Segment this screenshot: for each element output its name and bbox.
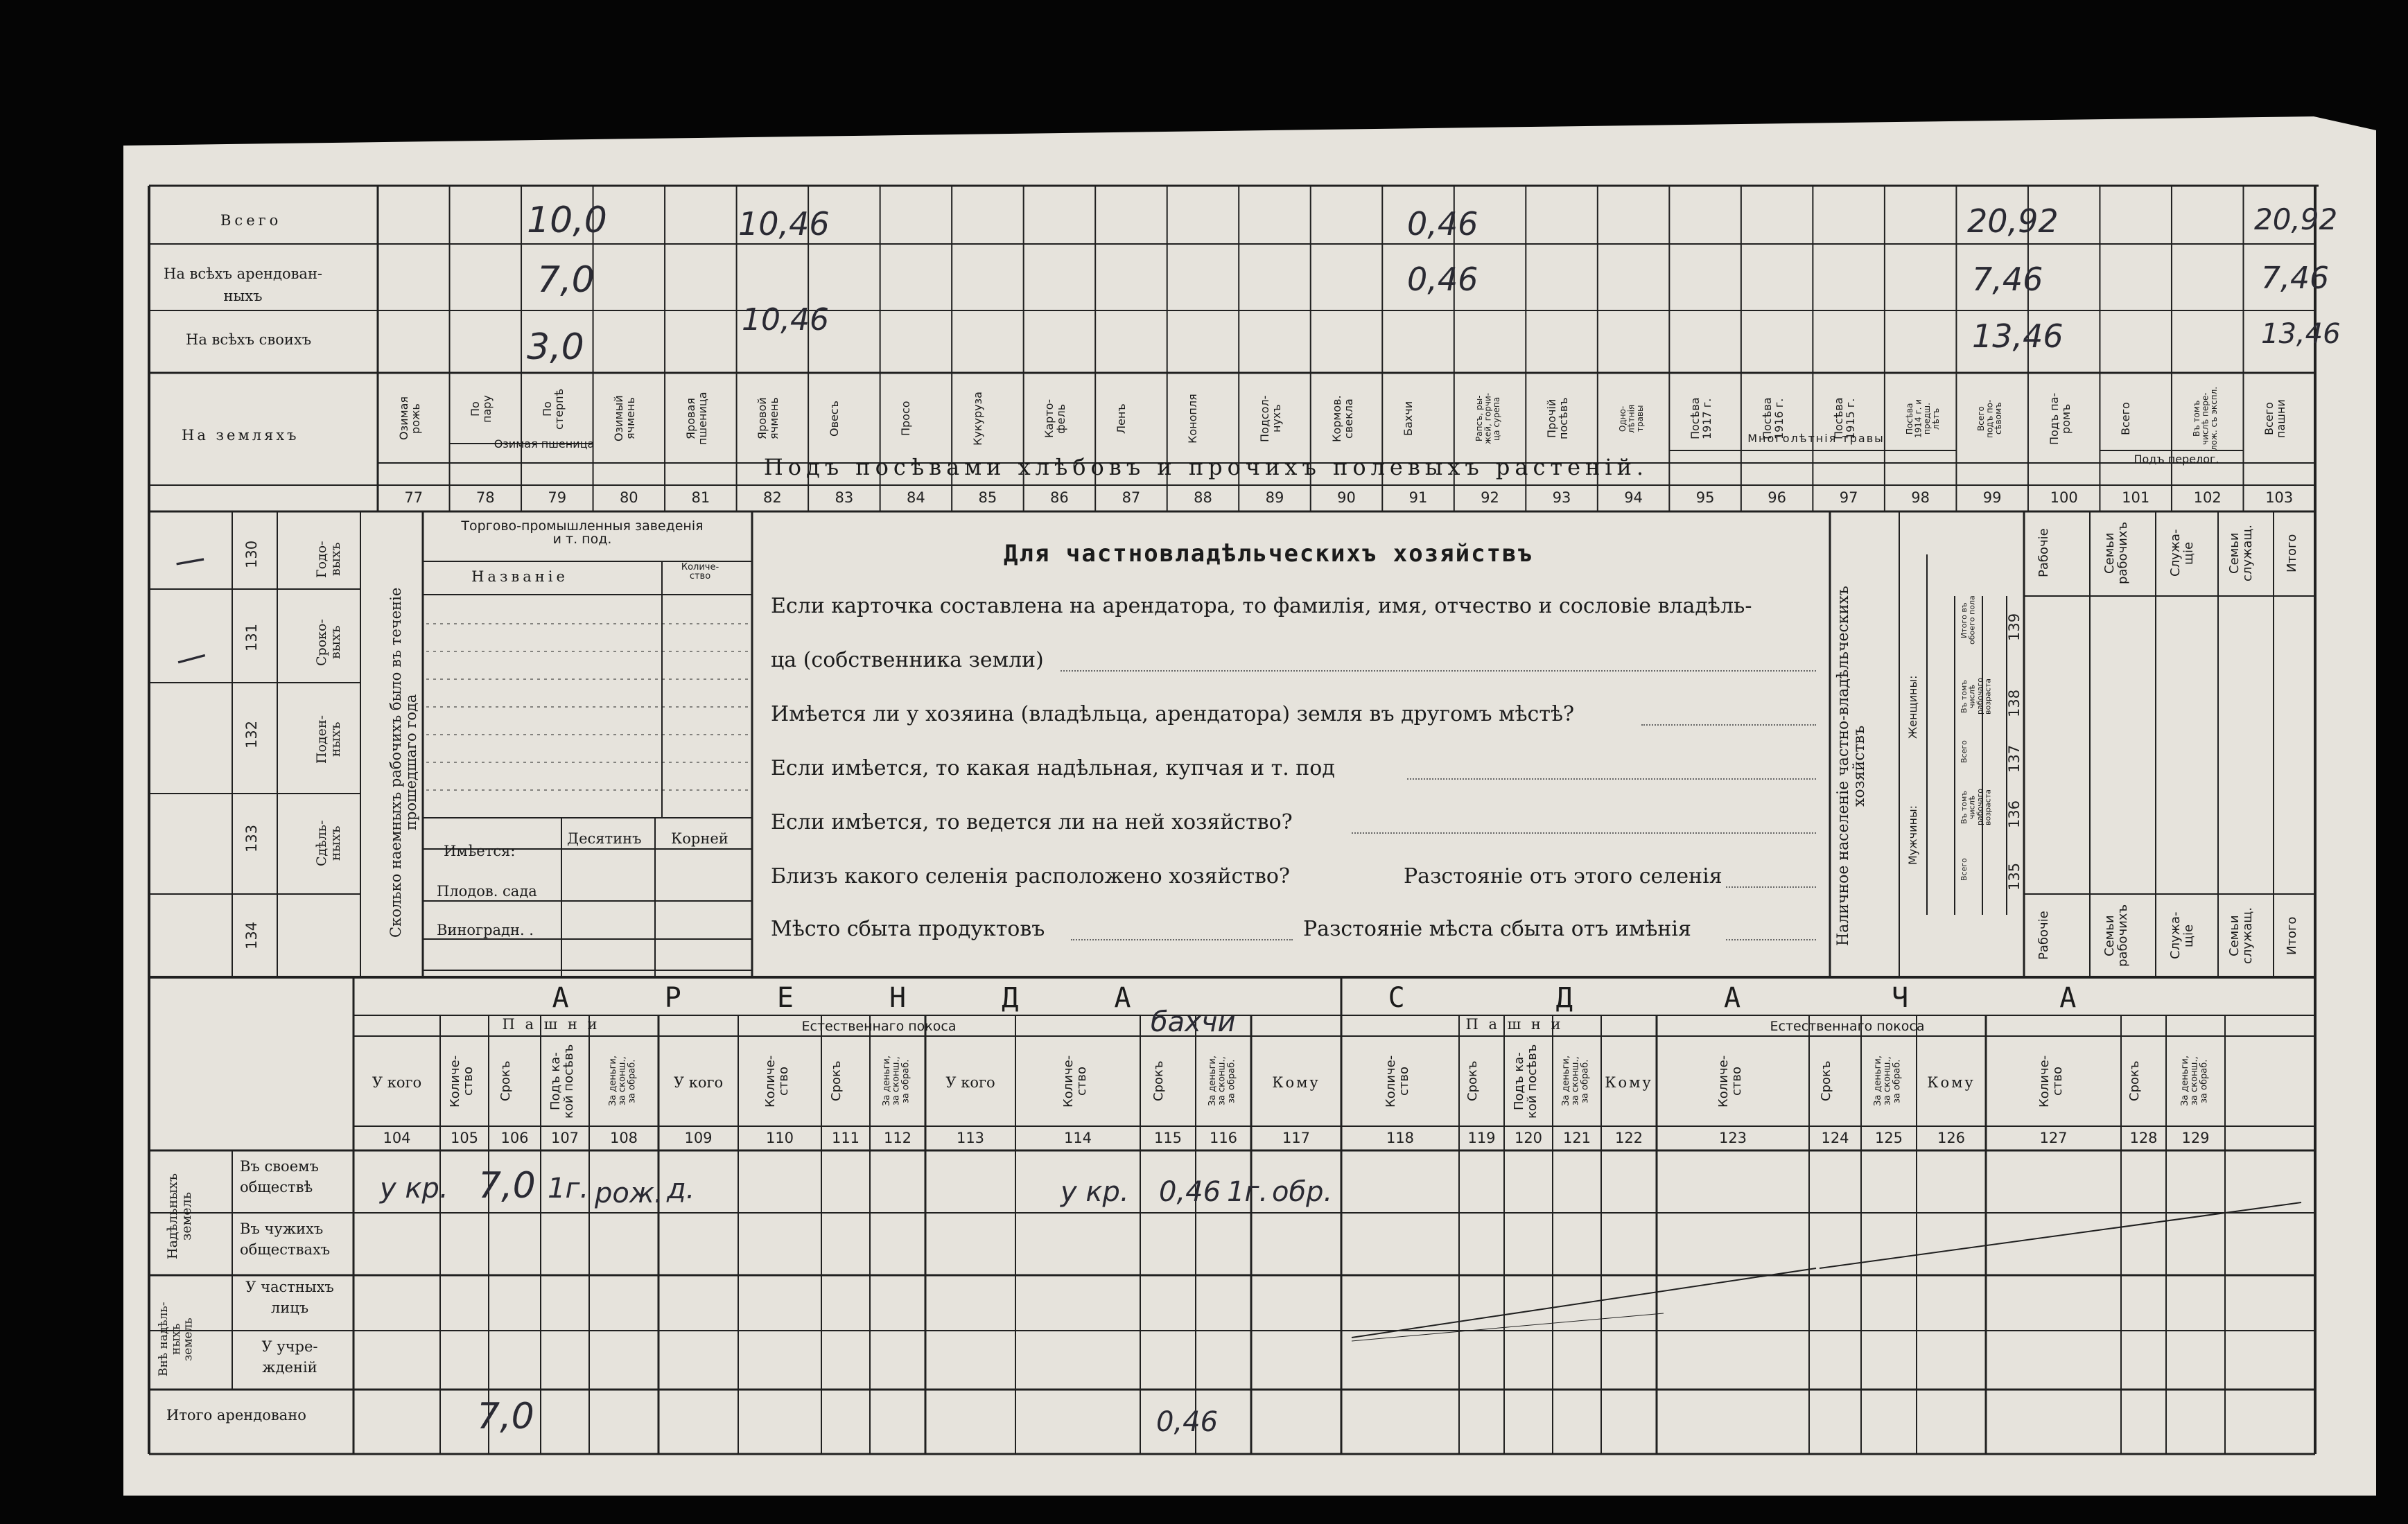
arenda-title: А Р Е Н Д А bbox=[552, 982, 1133, 1014]
sad-desyatin: Десятинъ bbox=[567, 830, 642, 847]
top-col-header-101: Всего bbox=[2119, 402, 2133, 435]
hw-kol-114: 0,46 bbox=[1159, 1176, 1221, 1208]
top-col-number-97: 97 bbox=[1839, 489, 1858, 506]
bot-col-number-106: 106 bbox=[500, 1130, 529, 1146]
top-col-number-103: 103 bbox=[2265, 489, 2294, 506]
hw-mark-1: | bbox=[175, 554, 209, 569]
bot-col-header-127: Количе- ство bbox=[2036, 1055, 2065, 1107]
top-col-header-95: Посѣва 1917 г. bbox=[1689, 397, 1713, 440]
nal-col-number-136: 136 bbox=[2006, 800, 2023, 829]
bot-col-header-126: Кому bbox=[1927, 1074, 1975, 1091]
bot-col-header-120: Подъ ка- кой посѣвъ bbox=[1512, 1044, 1539, 1119]
bot-col-number-109: 109 bbox=[684, 1130, 713, 1146]
muzhchiny-label: Мужчины: bbox=[1906, 805, 1919, 866]
top-col-header-96: Посѣва 1916 г. bbox=[1760, 397, 1786, 440]
pod-posevami-caption: Подъ посѣвами хлѣбовъ и прочихъ полевыхъ растенiй. bbox=[763, 454, 1649, 480]
right-col-top-0: Рабочiе bbox=[2036, 528, 2051, 578]
hw-arend-99: 7,46 bbox=[1972, 261, 2043, 298]
fill-line-other-land[interactable] bbox=[1641, 709, 1816, 726]
sdacha-est-pokosa: Естественнаго покоса bbox=[1770, 1019, 1925, 1034]
top-col-number-90: 90 bbox=[1337, 489, 1356, 506]
bot-col-number-125: 125 bbox=[1874, 1130, 1903, 1146]
hw-ukogo-113: у кр. bbox=[1061, 1176, 1129, 1208]
top-col-header-88: Конопля bbox=[1186, 394, 1200, 444]
chuzhih-label: Въ чужихъ обществахъ bbox=[240, 1220, 331, 1259]
top-col-number-92: 92 bbox=[1481, 489, 1499, 506]
top-col-number-81: 81 bbox=[691, 489, 710, 506]
top-col-number-100: 100 bbox=[2050, 489, 2078, 506]
top-col-number-85: 85 bbox=[978, 489, 997, 506]
nal-col-number-135: 135 bbox=[2006, 862, 2023, 891]
hw-vsego-103: 20,92 bbox=[2254, 202, 2338, 236]
hw-vsego-99: 20,92 bbox=[1967, 202, 2059, 240]
bot-col-header-106: Срокъ bbox=[498, 1060, 513, 1102]
hw-vsego-79: 10,0 bbox=[527, 200, 607, 241]
fill-line-owner[interactable] bbox=[1061, 655, 1816, 672]
hw-den-108: д. bbox=[667, 1173, 695, 1205]
nal-col-number-137: 137 bbox=[2006, 744, 2023, 773]
bot-col-header-116: За деньги, за сконш., за обраб. bbox=[1207, 1056, 1237, 1107]
top-col-number-101: 101 bbox=[2122, 489, 2150, 506]
hw-vsego-91: 0,46 bbox=[1407, 205, 1478, 243]
hw-svoih-103: 13,46 bbox=[2261, 318, 2341, 350]
fill-line-market[interactable] bbox=[1071, 924, 1293, 940]
top-col-header-78: По пару bbox=[469, 395, 494, 423]
right-col-top-1: Семьи рабочихъ bbox=[2102, 521, 2130, 585]
top-col-header-99: Всего подъ по- сѣвомъ bbox=[1976, 399, 2004, 438]
bot-col-header-110: Количе- ство bbox=[763, 1055, 791, 1107]
left-row-label-132: Поден- ныхъ bbox=[314, 715, 343, 764]
vne-label: Внѣ надѣль- ныхъ земель bbox=[157, 1302, 195, 1377]
top-col-header-84: Просо bbox=[899, 401, 913, 437]
top-col-header-97: Посѣва 1915 г. bbox=[1832, 397, 1857, 440]
zhenshiny-label: Женщины: bbox=[1906, 675, 1919, 739]
sdacha-pashni: П а ш н и bbox=[1465, 1016, 1564, 1033]
top-col-number-77: 77 bbox=[404, 489, 424, 506]
top-col-number-95: 95 bbox=[1695, 489, 1715, 506]
top-col-number-79: 79 bbox=[548, 489, 567, 506]
bot-col-header-105: Количе- ство bbox=[448, 1055, 476, 1107]
hw-vsego-82: 10,46 bbox=[738, 205, 830, 243]
top-col-header-93: Прочiй посѣвъ bbox=[1545, 397, 1570, 440]
bot-col-number-105: 105 bbox=[450, 1130, 479, 1146]
bot-col-number-123: 123 bbox=[1718, 1130, 1747, 1146]
arenda-est-pokosa: Естественнаго покоса bbox=[801, 1019, 957, 1034]
fill-line-distance-village[interactable] bbox=[1726, 871, 1816, 888]
top-col-number-94: 94 bbox=[1624, 489, 1643, 506]
top-col-header-92: Рапсъ, ры- жей, горчи- ца сурепа bbox=[1474, 392, 1501, 445]
hw-mark-2: | bbox=[176, 649, 210, 667]
bot-col-number-112: 112 bbox=[883, 1130, 912, 1146]
bot-col-header-125: За деньги, за сконш., за обраб. bbox=[1873, 1056, 1903, 1107]
bot-col-header-114: Количе- ство bbox=[1061, 1055, 1089, 1107]
bot-col-number-107: 107 bbox=[550, 1130, 579, 1146]
top-col-header-91: Бахчи bbox=[1402, 401, 1415, 437]
right-col-top-2: Служа- щiе bbox=[2168, 529, 2196, 577]
chast-line-3: Имѣется ли у хозяина (владѣльца, арендатора) земля въ другомъ мѣстѣ? bbox=[771, 702, 1575, 726]
chast-line-6b: Разстоянiе отъ этого селенiя bbox=[1404, 864, 1722, 888]
bot-col-header-111: Срокъ bbox=[829, 1060, 844, 1102]
chast-line-1: Если карточка составлена на арендатора, то фамилiя, имя, отчество и сословiе владѣль- bbox=[771, 594, 1752, 618]
bot-col-number-104: 104 bbox=[383, 1130, 411, 1146]
bot-col-number-119: 119 bbox=[1467, 1130, 1496, 1146]
top-col-header-80: Озимый ячмень bbox=[612, 395, 638, 442]
top-col-header-103: Всего пашни bbox=[2262, 399, 2288, 438]
top-col-header-83: Овесъ bbox=[827, 401, 841, 437]
chast-line-7b: Разстоянiе мѣста сбыта отъ имѣнiя bbox=[1303, 917, 1691, 941]
hw-srok-115: 1г. bbox=[1227, 1176, 1268, 1208]
hw-srok-106: 1г. bbox=[548, 1173, 589, 1205]
top-col-number-83: 83 bbox=[835, 489, 854, 506]
ozimaya-pshenica-label: Озимая пшеница bbox=[494, 437, 595, 450]
top-col-number-87: 87 bbox=[1122, 489, 1141, 506]
bot-col-header-108: За деньги, за сконш., за обраб. bbox=[608, 1056, 638, 1107]
top-col-header-85: Кукуруза bbox=[970, 392, 984, 446]
top-col-number-99: 99 bbox=[1982, 489, 2002, 506]
top-col-header-87: Ленъ bbox=[1114, 403, 1128, 434]
bot-col-header-104: У кого bbox=[372, 1074, 422, 1091]
torg-title: Торгово-промышленныя заведенiя и т. под. bbox=[461, 518, 704, 547]
bot-col-number-108: 108 bbox=[609, 1130, 638, 1146]
hw-arend-103: 7,46 bbox=[2261, 261, 2329, 296]
top-col-number-96: 96 bbox=[1768, 489, 1786, 506]
fill-line-land-type[interactable] bbox=[1407, 763, 1816, 780]
nal-col-number-139: 139 bbox=[2006, 613, 2023, 642]
top-col-header-86: Карто- фель bbox=[1042, 398, 1068, 439]
nal-col-header-136: Въ томъ числѣ рабочаго возраста bbox=[1960, 789, 1993, 826]
top-col-header-82: Яровой ячмень bbox=[756, 397, 781, 440]
right-col-bottom-0: Рабочiе bbox=[2036, 911, 2051, 961]
hw-den-116: обр. bbox=[1272, 1176, 1333, 1208]
row-label-na-zemlyah: На земляхъ bbox=[182, 427, 299, 444]
chast-line-4: Если имѣется, то какая надѣльная, купчая и т. под bbox=[771, 756, 1335, 780]
left-row-number-133: 133 bbox=[243, 824, 260, 853]
hw-arend-91: 0,46 bbox=[1407, 261, 1478, 298]
bot-col-number-113: 113 bbox=[956, 1130, 985, 1146]
top-col-header-90: Кормов. свекла bbox=[1329, 395, 1355, 442]
bot-col-number-120: 120 bbox=[1514, 1130, 1543, 1146]
sad-plodov: Плодов. сада bbox=[437, 883, 537, 900]
left-row-number-131: 131 bbox=[243, 623, 260, 652]
hw-posev-107: рож. bbox=[595, 1177, 663, 1209]
top-col-header-89: Подсол- нухъ bbox=[1257, 395, 1283, 442]
bot-col-header-117: Кому bbox=[1272, 1074, 1320, 1091]
row-label-svoih: На всѣхъ своихъ bbox=[186, 331, 312, 348]
left-row-label-131: Сроко- выхъ bbox=[314, 619, 343, 666]
nal-col-header-138: Въ томъ числѣ рабочаго возраста bbox=[1960, 678, 1993, 715]
right-col-bottom-1: Семьи рабочихъ bbox=[2102, 904, 2130, 967]
top-col-header-94: Одно- лѣтнiя травы bbox=[1617, 404, 1645, 433]
bot-col-number-126: 126 bbox=[1937, 1130, 1966, 1146]
top-col-number-89: 89 bbox=[1265, 489, 1284, 506]
left-row-number-134: 134 bbox=[243, 921, 260, 950]
nadel-label: Надѣльныхъ земель bbox=[165, 1173, 194, 1260]
right-col-bottom-4: Итого bbox=[2285, 916, 2299, 955]
right-col-top-4: Итого bbox=[2285, 534, 2299, 572]
top-col-header-98: Посѣва 1914 г. и предш. лѣтъ bbox=[1904, 398, 1941, 439]
uchrezh-label: У учре- жденiй bbox=[261, 1338, 318, 1376]
bot-col-header-122: Кому bbox=[1605, 1074, 1653, 1091]
bot-col-number-115: 115 bbox=[1153, 1130, 1183, 1146]
bot-col-number-124: 124 bbox=[1821, 1130, 1849, 1146]
sad-korney: Корней bbox=[671, 830, 728, 847]
hw-svoih-79: 3,0 bbox=[527, 326, 584, 368]
chast-line-2: ца (собственника земли) bbox=[771, 648, 1044, 672]
bot-col-header-121: За деньги, за сконш., за обраб. bbox=[1561, 1056, 1591, 1107]
fill-line-farming[interactable] bbox=[1352, 817, 1816, 834]
bot-col-header-129: За деньги, за сконш., за обраб. bbox=[2179, 1056, 2209, 1107]
row-label-arend: На всѣхъ арендован- ныхъ bbox=[164, 265, 323, 304]
nal-col-header-135: Всего bbox=[1960, 858, 1969, 882]
left-row-number-130: 130 bbox=[243, 540, 260, 569]
chast-line-6a: Близъ какого селенiя расположено хозяйство? bbox=[771, 864, 1290, 888]
bot-col-number-121: 121 bbox=[1562, 1130, 1591, 1146]
hw-kol-105: 7,0 bbox=[478, 1165, 536, 1207]
sad-imeetsya: Имѣется: bbox=[444, 843, 516, 859]
left-row-number-132: 132 bbox=[243, 720, 260, 749]
torg-nazvanie: Названiе bbox=[471, 568, 568, 585]
bot-col-number-127: 127 bbox=[2039, 1130, 2068, 1146]
arenda-pashni: П а ш н и bbox=[502, 1016, 600, 1033]
right-col-bottom-2: Служа- щiе bbox=[2168, 911, 2196, 960]
nal-col-number-138: 138 bbox=[2006, 689, 2023, 718]
top-col-header-100: Подъ па- ромъ bbox=[2047, 392, 2073, 445]
top-col-number-93: 93 bbox=[1552, 489, 1571, 506]
top-col-number-84: 84 bbox=[907, 489, 925, 506]
bot-col-header-118: Количе- ство bbox=[1384, 1055, 1411, 1107]
top-col-header-77: Озимая рожь bbox=[396, 396, 422, 441]
top-col-number-102: 102 bbox=[2193, 489, 2222, 506]
hw-svoih-99: 13,46 bbox=[1972, 317, 2064, 355]
bot-col-header-124: Срокъ bbox=[1818, 1060, 1833, 1102]
top-col-number-80: 80 bbox=[619, 489, 638, 506]
svoem-label: Въ своемъ обществѣ bbox=[240, 1158, 319, 1196]
hw-arend-79: 7,0 bbox=[537, 259, 595, 301]
top-col-number-91: 91 bbox=[1408, 489, 1428, 506]
bot-col-header-128: Срокъ bbox=[2127, 1060, 2142, 1102]
hw-bahchi: бахчи bbox=[1151, 1006, 1236, 1038]
bot-col-header-109: У кого bbox=[673, 1074, 724, 1091]
top-col-number-88: 88 bbox=[1194, 489, 1212, 506]
itogo-arendovano-label: Итого арендовано bbox=[166, 1407, 306, 1424]
left-row-label-130: Годо- выхъ bbox=[314, 541, 343, 578]
bot-col-number-129: 129 bbox=[2181, 1130, 2210, 1146]
top-col-number-86: 86 bbox=[1050, 489, 1069, 506]
bot-col-header-115: Срокъ bbox=[1151, 1060, 1166, 1102]
bot-col-header-112: За деньги, за сконш., за обраб. bbox=[882, 1056, 911, 1107]
chastnyh-label: У частныхъ лицъ bbox=[245, 1279, 334, 1317]
chast-line-7a: Мѣсто сбыта продуктовъ bbox=[771, 917, 1045, 941]
bot-col-number-118: 118 bbox=[1386, 1130, 1415, 1146]
top-col-header-102: Въ томъ числѣ пере- лож. съ экспл. bbox=[2191, 386, 2219, 451]
nalichnoe-label: Наличное населенiе частно-владѣльческихъ хозяйствъ bbox=[1835, 586, 1869, 946]
naemnye-label: Сколько наемныхъ рабочихъ было въ теченiе прошедшаго года bbox=[387, 587, 420, 938]
top-col-header-79: По стерпѣ bbox=[540, 388, 566, 430]
bot-col-number-116: 116 bbox=[1209, 1130, 1238, 1146]
row-label-vsego: Всего bbox=[220, 212, 282, 229]
bot-col-number-128: 128 bbox=[2129, 1130, 2158, 1146]
bot-col-header-107: Подъ ка- кой посѣвъ bbox=[548, 1044, 576, 1119]
chast-line-5: Если имѣется, то ведется ли на ней хозяйство? bbox=[771, 810, 1293, 834]
bot-col-number-111: 111 bbox=[831, 1130, 860, 1146]
right-col-bottom-3: Семьи служащ. bbox=[2227, 907, 2255, 964]
left-row-label-133: Сдѣль- ныхъ bbox=[314, 820, 343, 867]
bot-col-header-113: У кого bbox=[945, 1074, 995, 1091]
bot-col-number-122: 122 bbox=[1614, 1130, 1643, 1146]
pod-perelog-label: Подъ перелог. bbox=[2134, 453, 2219, 466]
bot-col-header-119: Срокъ bbox=[1465, 1060, 1480, 1102]
bot-col-number-110: 110 bbox=[765, 1130, 794, 1146]
hw-svoih-82: 10,46 bbox=[742, 302, 829, 338]
bot-col-number-114: 114 bbox=[1063, 1130, 1092, 1146]
right-col-top-3: Семьи служащ. bbox=[2227, 525, 2255, 581]
bot-col-header-123: Количе- ство bbox=[1716, 1055, 1744, 1107]
bot-col-number-117: 117 bbox=[1282, 1130, 1311, 1146]
sad-vinograd: Виноградн. . bbox=[437, 922, 534, 938]
sdacha-title: С Д А Ч А bbox=[1388, 982, 2078, 1014]
hw-itogo-105: 7,0 bbox=[477, 1396, 534, 1437]
top-col-number-82: 82 bbox=[762, 489, 782, 506]
hw-itogo-114: 0,46 bbox=[1156, 1406, 1219, 1438]
torg-kolichestvo: Количе- ство bbox=[681, 562, 719, 581]
top-col-number-98: 98 bbox=[1911, 489, 1930, 506]
mnogoletnie-travy-label: Многолѣтнiя травы bbox=[1747, 432, 1885, 445]
nal-col-header-137: Всего bbox=[1960, 740, 1969, 764]
hw-ukogo-104: у кр. bbox=[380, 1173, 448, 1205]
top-col-number-78: 78 bbox=[476, 489, 495, 506]
fill-line-distance-market[interactable] bbox=[1726, 924, 1816, 940]
top-col-header-81: Яровая пшеница bbox=[683, 392, 709, 446]
chast-title: Для частновладѣльческихъ хозяйствъ bbox=[1004, 540, 1533, 568]
nal-col-header-139: Итого въ обоего пола bbox=[1960, 595, 1977, 645]
